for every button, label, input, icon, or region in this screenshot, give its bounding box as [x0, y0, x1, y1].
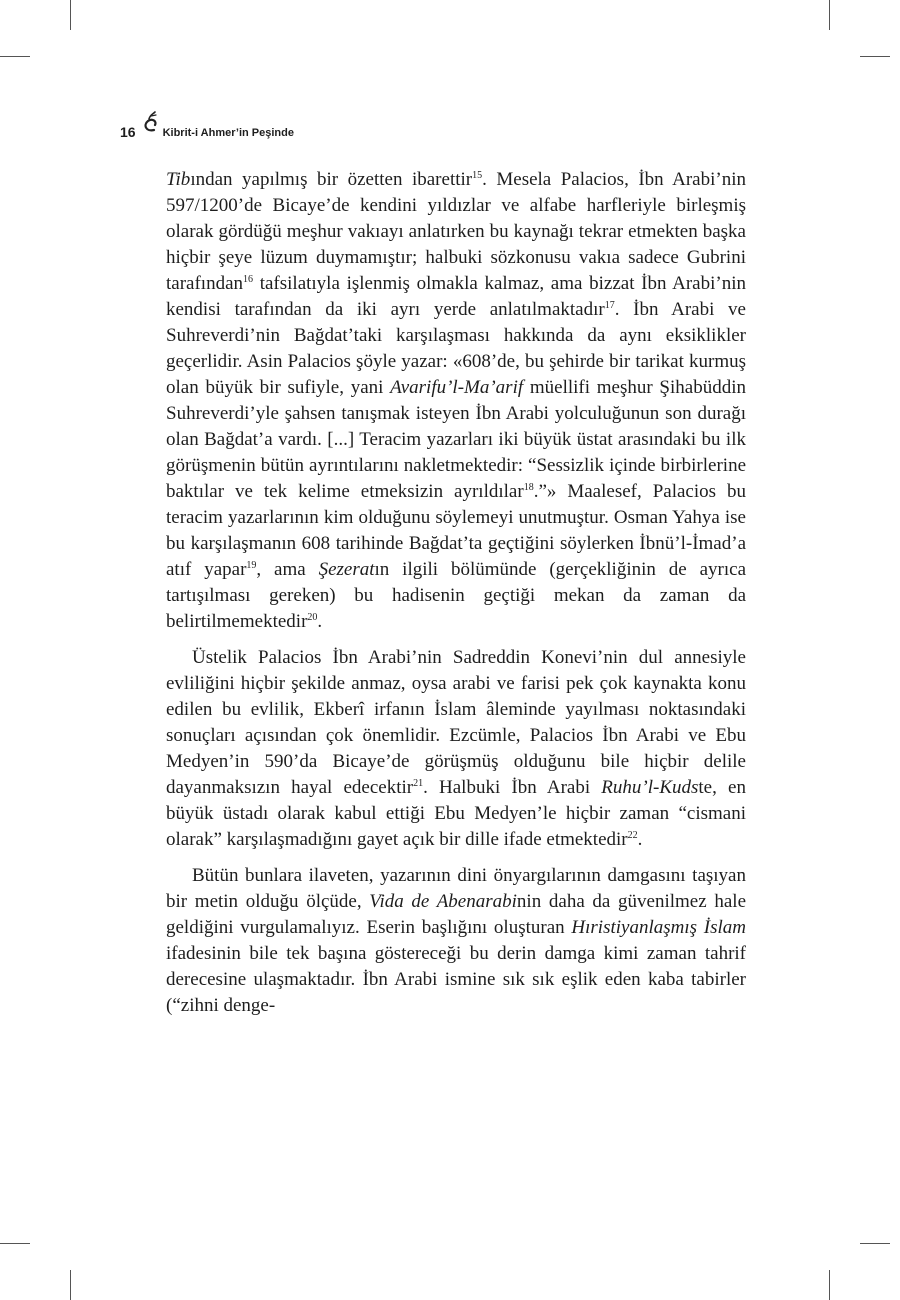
text-run: tafsilatıyla işlenmiş olmakla kalmaz, ama bizzat İbn Arabi’nin kendisi tarafından da iki ayrı yerde anlatılmaktadır — [166, 273, 746, 320]
text-run: ından yapılmış bir özetten ibarettir — [190, 169, 473, 190]
crop-mark — [70, 1270, 71, 1300]
footnote-ref: 22 — [627, 830, 638, 841]
text-run: . Halbuki İbn Arabi — [423, 777, 602, 798]
page-number: 16 — [120, 124, 136, 140]
running-header — [120, 110, 294, 140]
text-run: nin daha da güvenilmez hale geldiğini vurgulamalıyız. Eserin başlığını oluşturan — [166, 891, 746, 938]
crop-mark — [829, 1270, 830, 1300]
footnote-ref: 19 — [246, 560, 257, 571]
footnote-ref: 17 — [604, 300, 615, 311]
text-run: . İbn Arabi ve Suhreverdi’nin Bağdat’taki karşılaşması hakkında da aynı eksiklikler geçerlidir. Asin Palacios şöyle yazar: «608’de, bu şehirde bir tarikat kurmuş olan büyük bir sufiyle, yani — [166, 299, 746, 398]
text-run: Bütün bunlara ilaveten, yazarının dini önyargılarının damgasını taşıyan bir metin olduğu ölçüde, — [166, 865, 746, 912]
crop-mark — [0, 56, 30, 57]
italic-term: Vida de Abenarabi — [369, 891, 517, 912]
footnote-ref: 20 — [307, 612, 318, 623]
paragraph — [166, 167, 746, 635]
crop-mark — [829, 0, 830, 30]
text-run: .”» Maalesef, Palacios bu teracim yazarlarının kim olduğunu söylemeyi unutmuştur. Osman Yahya ise bu karşılaşmanın 608 tarihinde Bağdat’ta geçtiğini söylerken İbnü’l-İmad’a atıf yapar — [166, 481, 746, 580]
crop-mark — [0, 1243, 30, 1244]
italic-term: Tib — [166, 169, 191, 190]
text-run: . Mesela Palacios, İbn Arabi’nin 597/1200’de Bicaye’de kendini yıldızlar ve alfabe harfleriyle birleşmiş olarak gördüğü meşhur vakıayı anlatırken bu kaynağı tekrar etmekten başka hiçbir şeye lüzum duymamıştır; halbuki sözkonusu vakıa sadece Gubrini tarafından — [166, 169, 746, 294]
crop-mark — [860, 1243, 890, 1244]
italic-term: Şezerat — [318, 559, 375, 580]
text-run: , ama — [256, 559, 319, 580]
paragraph — [166, 863, 746, 1019]
footnote-ref: 16 — [243, 274, 254, 285]
italic-term: Hıristiyanlaşmış İslam — [571, 917, 746, 938]
italic-term: Avarifu’l-Ma’arif — [390, 377, 524, 398]
text-run: . — [317, 611, 323, 632]
body-text — [166, 167, 746, 1019]
text-run: ın ilgili bölümünde (gerçekliğinin de ayrıca tartışılması gereken) bu hadisenin geçtiği mekan da zaman da belirtilmemektedir — [166, 559, 747, 632]
text-run: . — [637, 829, 643, 850]
text-run: ifadesinin bile tek başına göstereceği bu derin damga kimi zaman tahrif derecesine ulaşmaktadır. İbn Arabi ismine sık sık eşlik eden kaba tabirler (“zihni denge- — [166, 943, 746, 1016]
text-run: müellifi meşhur Şihabüddin Suhreverdi’yle şahsen tanışmak isteyen İbn Arabi yolculuğunun son durağı olan Bağdat’a vardı. [...] Teracim yazarları iki büyük üstat arasındaki bu ilk görüşmenin bütün ayrıntılarını nakletmektedir: “Sessizlik içinde birbirlerine baktılar ve tek kelime etmeksizin ayrıldılar — [166, 377, 746, 502]
footnote-ref: 15 — [472, 170, 483, 181]
paragraph — [166, 645, 746, 853]
crop-mark — [70, 0, 71, 30]
crop-mark — [860, 56, 890, 57]
text-run: te, en büyük üstadı olarak kabul ettiği Ebu Medyen’le hiçbir zaman “cismani olarak” karşılaşmadığını gayet açık bir dille ifade etmektedir — [166, 777, 746, 850]
running-title: Kibrit-i Ahmer’in Peşinde — [162, 127, 294, 139]
text-run: Üstelik Palacios İbn Arabi’nin Sadreddin Konevi’nin dul annesiyle evliliğini hiçbir şekilde anmaz, oysa arabi ve farisi pek çok kaynakta konu edilen bu evlilik, Ekberî irfanın İslam âleminde yayılması noktasındaki sonuçları açısından çok önemlidir. Ezcümle, Palacios İbn Arabi ve Ebu Medyen’in 590’da Bicaye’de görüşmüş olduğunu bile hiçbir delile dayanmaksızın hayal edecektir — [166, 647, 746, 798]
footnote-ref: 21 — [413, 778, 424, 789]
italic-term: Ruhu’l-Kuds — [601, 777, 699, 798]
calligraphy-ornament-icon — [140, 110, 160, 140]
footnote-ref: 18 — [523, 482, 534, 493]
